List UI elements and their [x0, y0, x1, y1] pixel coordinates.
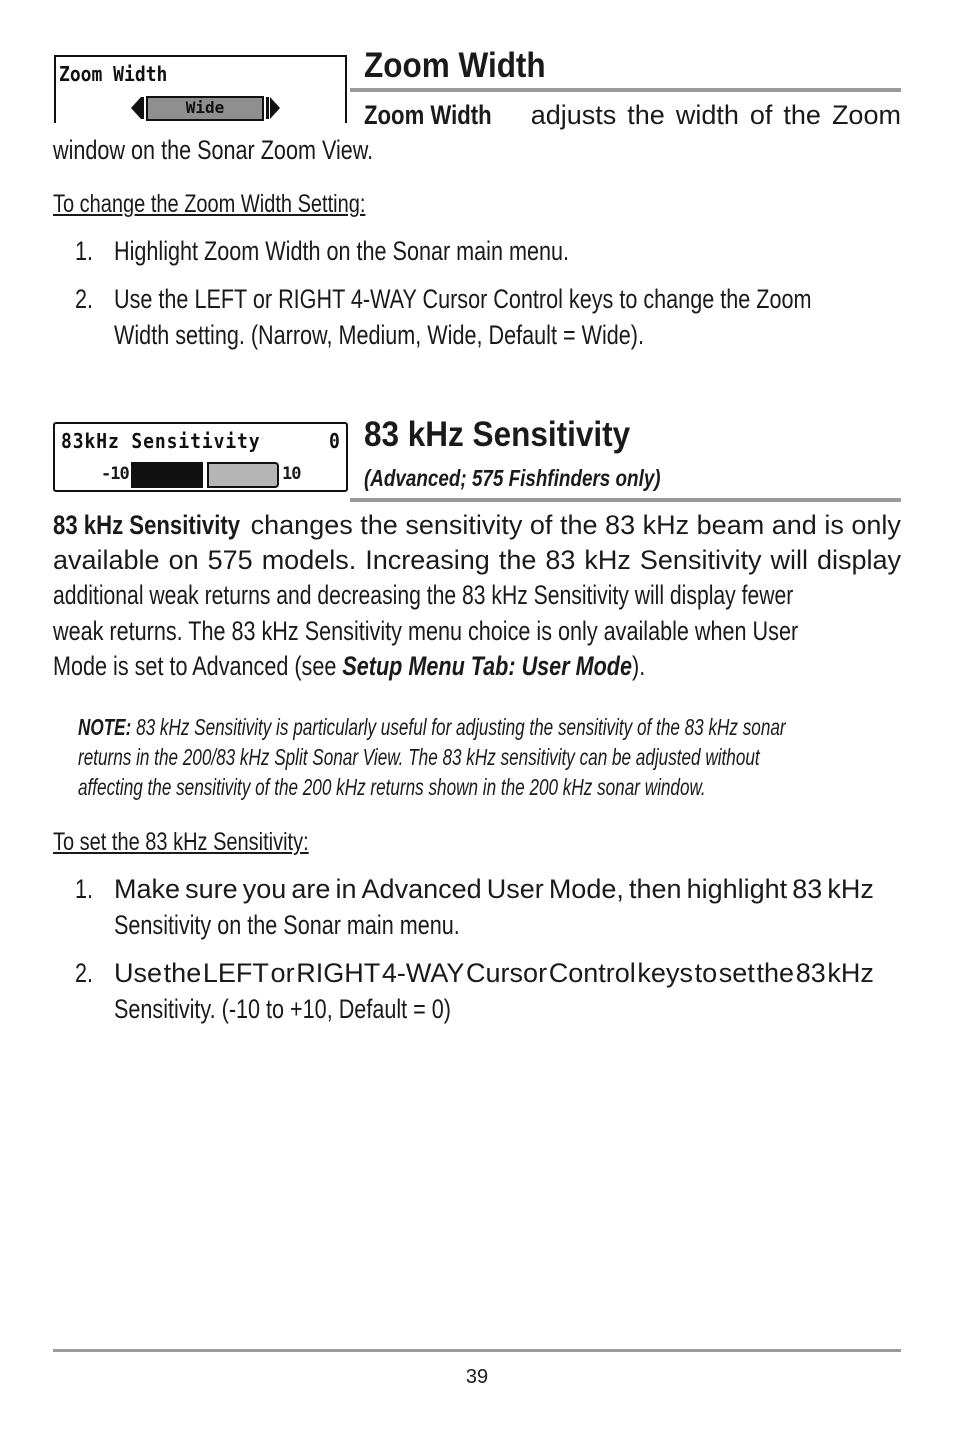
sensitivity-para-line5: Mode is set to Advanced (see Setup Menu Tab: User Mode).: [53, 651, 646, 681]
arrow-right-icon: [270, 97, 280, 119]
sensitivity-qualifier: (Advanced; 575 Fishfinders only): [364, 465, 661, 491]
zoom-step2-text-line2: Width setting. (Narrow, Medium, Wide, Default = Wide).: [114, 320, 644, 350]
zoom-width-intro-bold: Zoom Width: [364, 100, 492, 130]
sensitivity-step1-line1: Make sure you are in Advanced User Mode, then highlight 83 kHz: [114, 874, 874, 904]
sensitivity-slider-track: [131, 462, 279, 488]
sensitivity-para-bold: 83 kHz Sensitivity: [53, 510, 241, 540]
zoom-width-value: Wide: [146, 96, 264, 121]
sensitivity-min-label: -10: [101, 464, 129, 484]
sensitivity-menu-widget: [53, 422, 348, 492]
sensitivity-para-line3: additional weak returns and decreasing the 83 kHz Sensitivity will display fewer: [53, 580, 794, 610]
sensitivity-step2-number: 2.: [75, 958, 94, 988]
footer-rule: [53, 1349, 901, 1352]
zoom-width-heading-rule: [350, 88, 901, 92]
sensitivity-note-line3: affecting the sensitivity of the 200 kHz returns shown in the 200 kHz sonar window.: [78, 774, 706, 800]
sensitivity-step1-line2: Sensitivity on the Sonar main menu.: [114, 910, 460, 940]
sensitivity-slider-knob: [201, 462, 209, 488]
sensitivity-step2-line2: Sensitivity. (-10 to +10, Default = 0): [114, 994, 451, 1024]
zoom-width-subheading: To change the Zoom Width Setting:: [53, 190, 366, 218]
zoom-width-intro-line1: Zoom Width adjusts the width of the Zoom: [364, 98, 901, 133]
zoom-width-heading: Zoom Width: [364, 46, 546, 85]
sensitivity-note-line2: returns in the 200/83 kHz Split Sonar View. The 83 kHz sensitivity can be adjusted without: [78, 744, 760, 770]
sensitivity-heading: 83 kHz Sensitivity: [364, 415, 631, 454]
sensitivity-step1-number: 1.: [75, 874, 94, 904]
sensitivity-para-line2: available on 575 models. Increasing the 83 kHz Sensitivity will display: [53, 545, 901, 575]
sensitivity-para-line4: weak returns. The 83 kHz Sensitivity menu choice is only available when User: [53, 616, 799, 646]
sensitivity-step2-line1: Use the LEFT or RIGHT 4-WAY Cursor Control keys to set the 83 kHz: [114, 958, 874, 988]
sensitivity-heading-rule: [350, 498, 901, 502]
zoom-step1-text: Highlight Zoom Width on the Sonar main menu.: [114, 236, 570, 266]
zoom-step2-text-line1: Use the LEFT or RIGHT 4-WAY Cursor Control keys to change the Zoom: [114, 284, 812, 314]
zoom-width-widget-title: Zoom Width: [59, 62, 168, 86]
note-label: NOTE:: [78, 714, 132, 740]
arrow-left-icon: [131, 97, 141, 119]
sensitivity-max-label: 10: [282, 464, 301, 484]
zoom-step1-number: 1.: [75, 236, 94, 266]
sensitivity-slider-fill: [133, 464, 203, 486]
sensitivity-note-line1: NOTE: 83 kHz Sensitivity is particularly useful for adjusting the sensitivity of the 83 kHz sonar: [78, 714, 786, 740]
page-number: 39: [465, 1366, 489, 1388]
zoom-width-intro-line2: window on the Sonar Zoom View.: [53, 135, 374, 165]
sensitivity-widget-title: 83kHz Sensitivity: [61, 429, 261, 453]
sensitivity-subheading: To set the 83 kHz Sensitivity:: [53, 828, 309, 856]
zoom-step2-number: 2.: [75, 284, 94, 314]
zoom-width-menu-widget: [54, 55, 347, 123]
sensitivity-para-line1: 83 kHz Sensitivity changes the sensitivity of the 83 kHz beam and is only: [53, 508, 901, 543]
sensitivity-widget-value: 0: [329, 429, 340, 453]
setup-menu-user-mode-reference: Setup Menu Tab: User Mode: [342, 651, 632, 681]
